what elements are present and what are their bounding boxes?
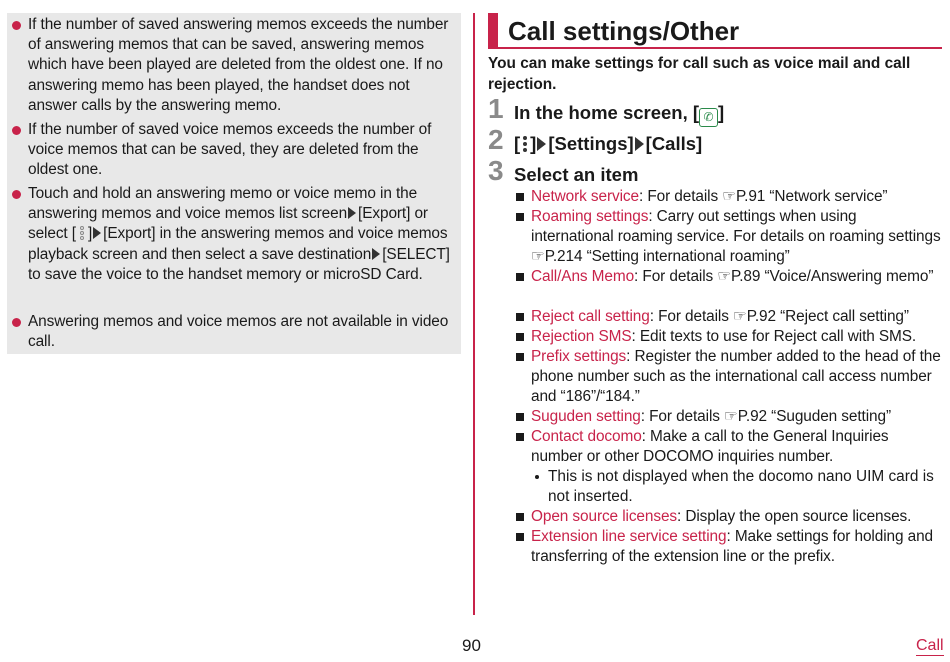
- note-bullet: [12, 318, 21, 327]
- header-accent: [488, 13, 498, 49]
- note-bullet: [12, 21, 21, 30]
- item-suguden-setting: Suguden setting: For details ☞P.92 “Suguden setting”: [531, 408, 891, 425]
- open-source-licenses-link[interactable]: Open source licenses: [531, 508, 677, 525]
- item-bullet: [516, 513, 524, 521]
- arrow-right-icon: [635, 137, 644, 151]
- rejection-sms-link[interactable]: Rejection SMS: [531, 328, 632, 345]
- prefix-settings-link[interactable]: Prefix settings: [531, 348, 627, 365]
- page-title: Call settings/Other: [508, 16, 740, 46]
- item-roaming-settings: Roaming settings: Carry out settings when using international roaming service. For details on roaming settings ☞P.214 “Setting international roaming”: [531, 208, 941, 265]
- item-bullet: [516, 333, 524, 341]
- item-rejection-sms: Rejection SMS: Edit texts to use for Reject call with SMS.: [531, 328, 917, 345]
- note-4: Answering memos and voice memos are not available in video call.: [28, 313, 449, 351]
- item-prefix-settings: Prefix settings: Register the number added to the head of the phone number such as the international call access number and “186”/“184.”: [531, 348, 941, 405]
- section-header: [488, 13, 942, 49]
- arrow-right-icon: [372, 248, 380, 260]
- item-contact-docomo: Contact docomo: Make a call to the General Inquiries number or other DOCOMO inquiries number.: [531, 428, 889, 465]
- item-bullet: [516, 413, 524, 421]
- reject-call-setting-link[interactable]: Reject call setting: [531, 308, 650, 325]
- kebab-menu-icon: [76, 225, 88, 241]
- page-number: 90: [462, 636, 481, 655]
- item-reject-call-setting: Reject call setting: For details ☞P.92 “Reject call setting”: [531, 308, 909, 325]
- contact-docomo-link[interactable]: Contact docomo: [531, 428, 642, 445]
- note-bullet: [12, 190, 21, 199]
- note-2: If the number of saved voice memos exceeds the number of voice memos that can be saved, they are deleted from the oldest one.: [28, 121, 432, 179]
- step-number: 2: [488, 124, 504, 155]
- item-bullet: [516, 273, 524, 281]
- intro-text: You can make settings for call such as voice mail and call rejection.: [488, 55, 911, 93]
- phone-icon: ✆: [699, 108, 718, 127]
- note-bullet: [12, 126, 21, 135]
- note-1: If the number of saved answering memos exceeds the number of answering memos that can be saved, answering memos which have been played are deleted from the oldest one. If no answering memo has been played, the handset does not answer calls by the answering memo.: [28, 16, 449, 114]
- suguden-setting-link[interactable]: Suguden setting: [531, 408, 641, 425]
- item-call-ans-memo: Call/Ans Memo: For details ☞P.89 “Voice/Answering memo”: [531, 268, 934, 285]
- header-underline: [498, 47, 942, 49]
- network-service-link[interactable]: Network service: [531, 188, 639, 205]
- item-bullet: [516, 213, 524, 221]
- item-bullet: [516, 533, 524, 541]
- item-network-service: Network service: For details ☞P.91 “Network service”: [531, 188, 888, 205]
- sub-note: This is not displayed when the docomo nano UIM card is not inserted.: [548, 468, 934, 505]
- arrow-right-icon: [537, 137, 546, 151]
- note-3: Touch and hold an answering memo or voice memo in the answering memos and voice memos list screen [Export] or select [ ] [Export] in the answering memos and voice memos playback screen and then select a save destination [SELECT] to save the voice to the handset memory or microSD Card.: [28, 185, 450, 283]
- kebab-menu-icon: [520, 135, 530, 153]
- column-divider: [473, 13, 475, 615]
- step-number: 3: [488, 155, 504, 186]
- item-bullet: [516, 193, 524, 201]
- roaming-settings-link[interactable]: Roaming settings: [531, 208, 649, 225]
- arrow-right-icon: [348, 207, 356, 219]
- extension-line-service-link[interactable]: Extension line service setting: [531, 528, 727, 545]
- item-bullet: [516, 313, 524, 321]
- arrow-right-icon: [93, 227, 101, 239]
- call-ans-memo-link[interactable]: Call/Ans Memo: [531, 268, 635, 285]
- item-bullet: [516, 353, 524, 361]
- item-open-source-licenses: Open source licenses: Display the open source licenses.: [531, 508, 912, 525]
- item-extension-line-service: Extension line service setting: Make settings for holding and transferring of the extension line or the prefix.: [531, 528, 933, 565]
- item-bullet: [516, 433, 524, 441]
- step-number: 1: [488, 93, 504, 124]
- section-link[interactable]: Call: [916, 637, 944, 654]
- sub-bullet: [535, 475, 539, 479]
